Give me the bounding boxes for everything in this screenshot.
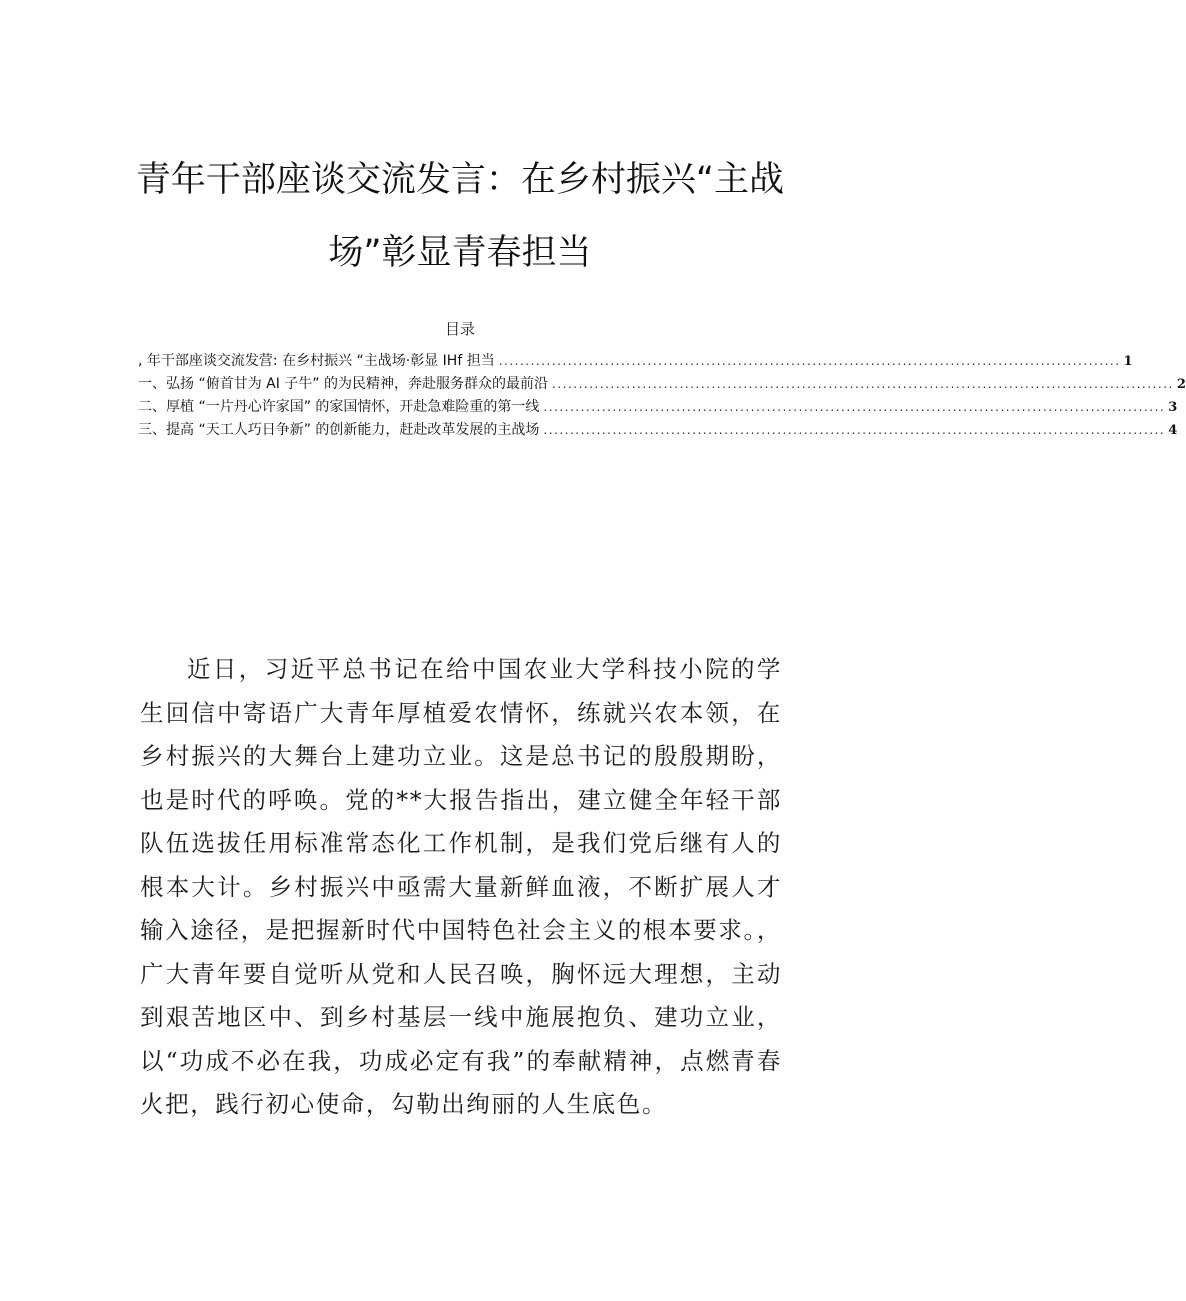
body-paragraph: 近日，习近平总书记在给中国农业大学科技小院的学生回信中寄语广大青年厚植爱农情怀，练就兴农本领，在乡村振兴的大舞台上建功立业。这是总书记的殷殷期盼，也是时代的呼唤。党的**大报告指出，建立健全年轻干部队伍选拔任用标准常态化工作机制，是我们党后继有人的根本大计。乡村振兴中亟需大量新鲜血液，不断扩展人才输入途径，是把握新时代中国特色社会主义的根本要求。，广大青年要自觉听从党和人民召唤，胸怀远大理想，主动到艰苦地区中、到乡村基层一线中施展抱负、建功立业，以“功成不必在我，功成必定有我”的奉献精神，点燃青春火把，践行初心使命，勾勒出绚丽的人生底色。 <box>140 655 782 1118</box>
body-section <box>140 648 782 1127</box>
document-title-line-1: 青年干部座谈交流发言：在乡村振兴“主战 <box>135 160 785 200</box>
toc-entry-2[interactable] <box>138 373 1186 396</box>
table-of-contents <box>138 350 1186 442</box>
toc-entry-text: 三、提高 “天工人巧日争新” 的创新能力，赶赴改革发展的主战场 <box>138 422 540 438</box>
toc-page-number: 3 <box>1168 400 1178 415</box>
toc-leader-dots: ..................................................................................................................... <box>543 400 1166 414</box>
toc-heading: 目录 <box>444 320 475 338</box>
document-title-line-2: 场”彰显青春担当 <box>328 233 592 273</box>
toc-page-number: 1 <box>1123 354 1133 369</box>
toc-entry-3[interactable] <box>138 396 1178 419</box>
toc-entry-4[interactable] <box>138 419 1178 442</box>
toc-page-number: 4 <box>1168 423 1178 438</box>
toc-entry-text: 二、厚植 “一片丹心许家国” 的家国情怀，开赴急难险重的第一线 <box>138 399 540 415</box>
toc-leader-dots: ..................................................................................................................... <box>552 377 1174 391</box>
toc-leader-dots: ..................................................................................................................... <box>543 423 1166 437</box>
toc-entry-text: 一、弘扬 “俯首甘为 AI 子牛” 的为民精神，奔赴服务群众的最前沿 <box>138 376 549 392</box>
toc-entry-text: , 年干部座谈交流发营: 在乡村振兴 “主战场·彰显 IHf 担当 <box>138 353 495 369</box>
toc-entry-1[interactable] <box>138 350 1133 373</box>
toc-page-number: 2 <box>1176 377 1186 392</box>
toc-leader-dots: ..................................................................................................................... <box>498 354 1121 368</box>
